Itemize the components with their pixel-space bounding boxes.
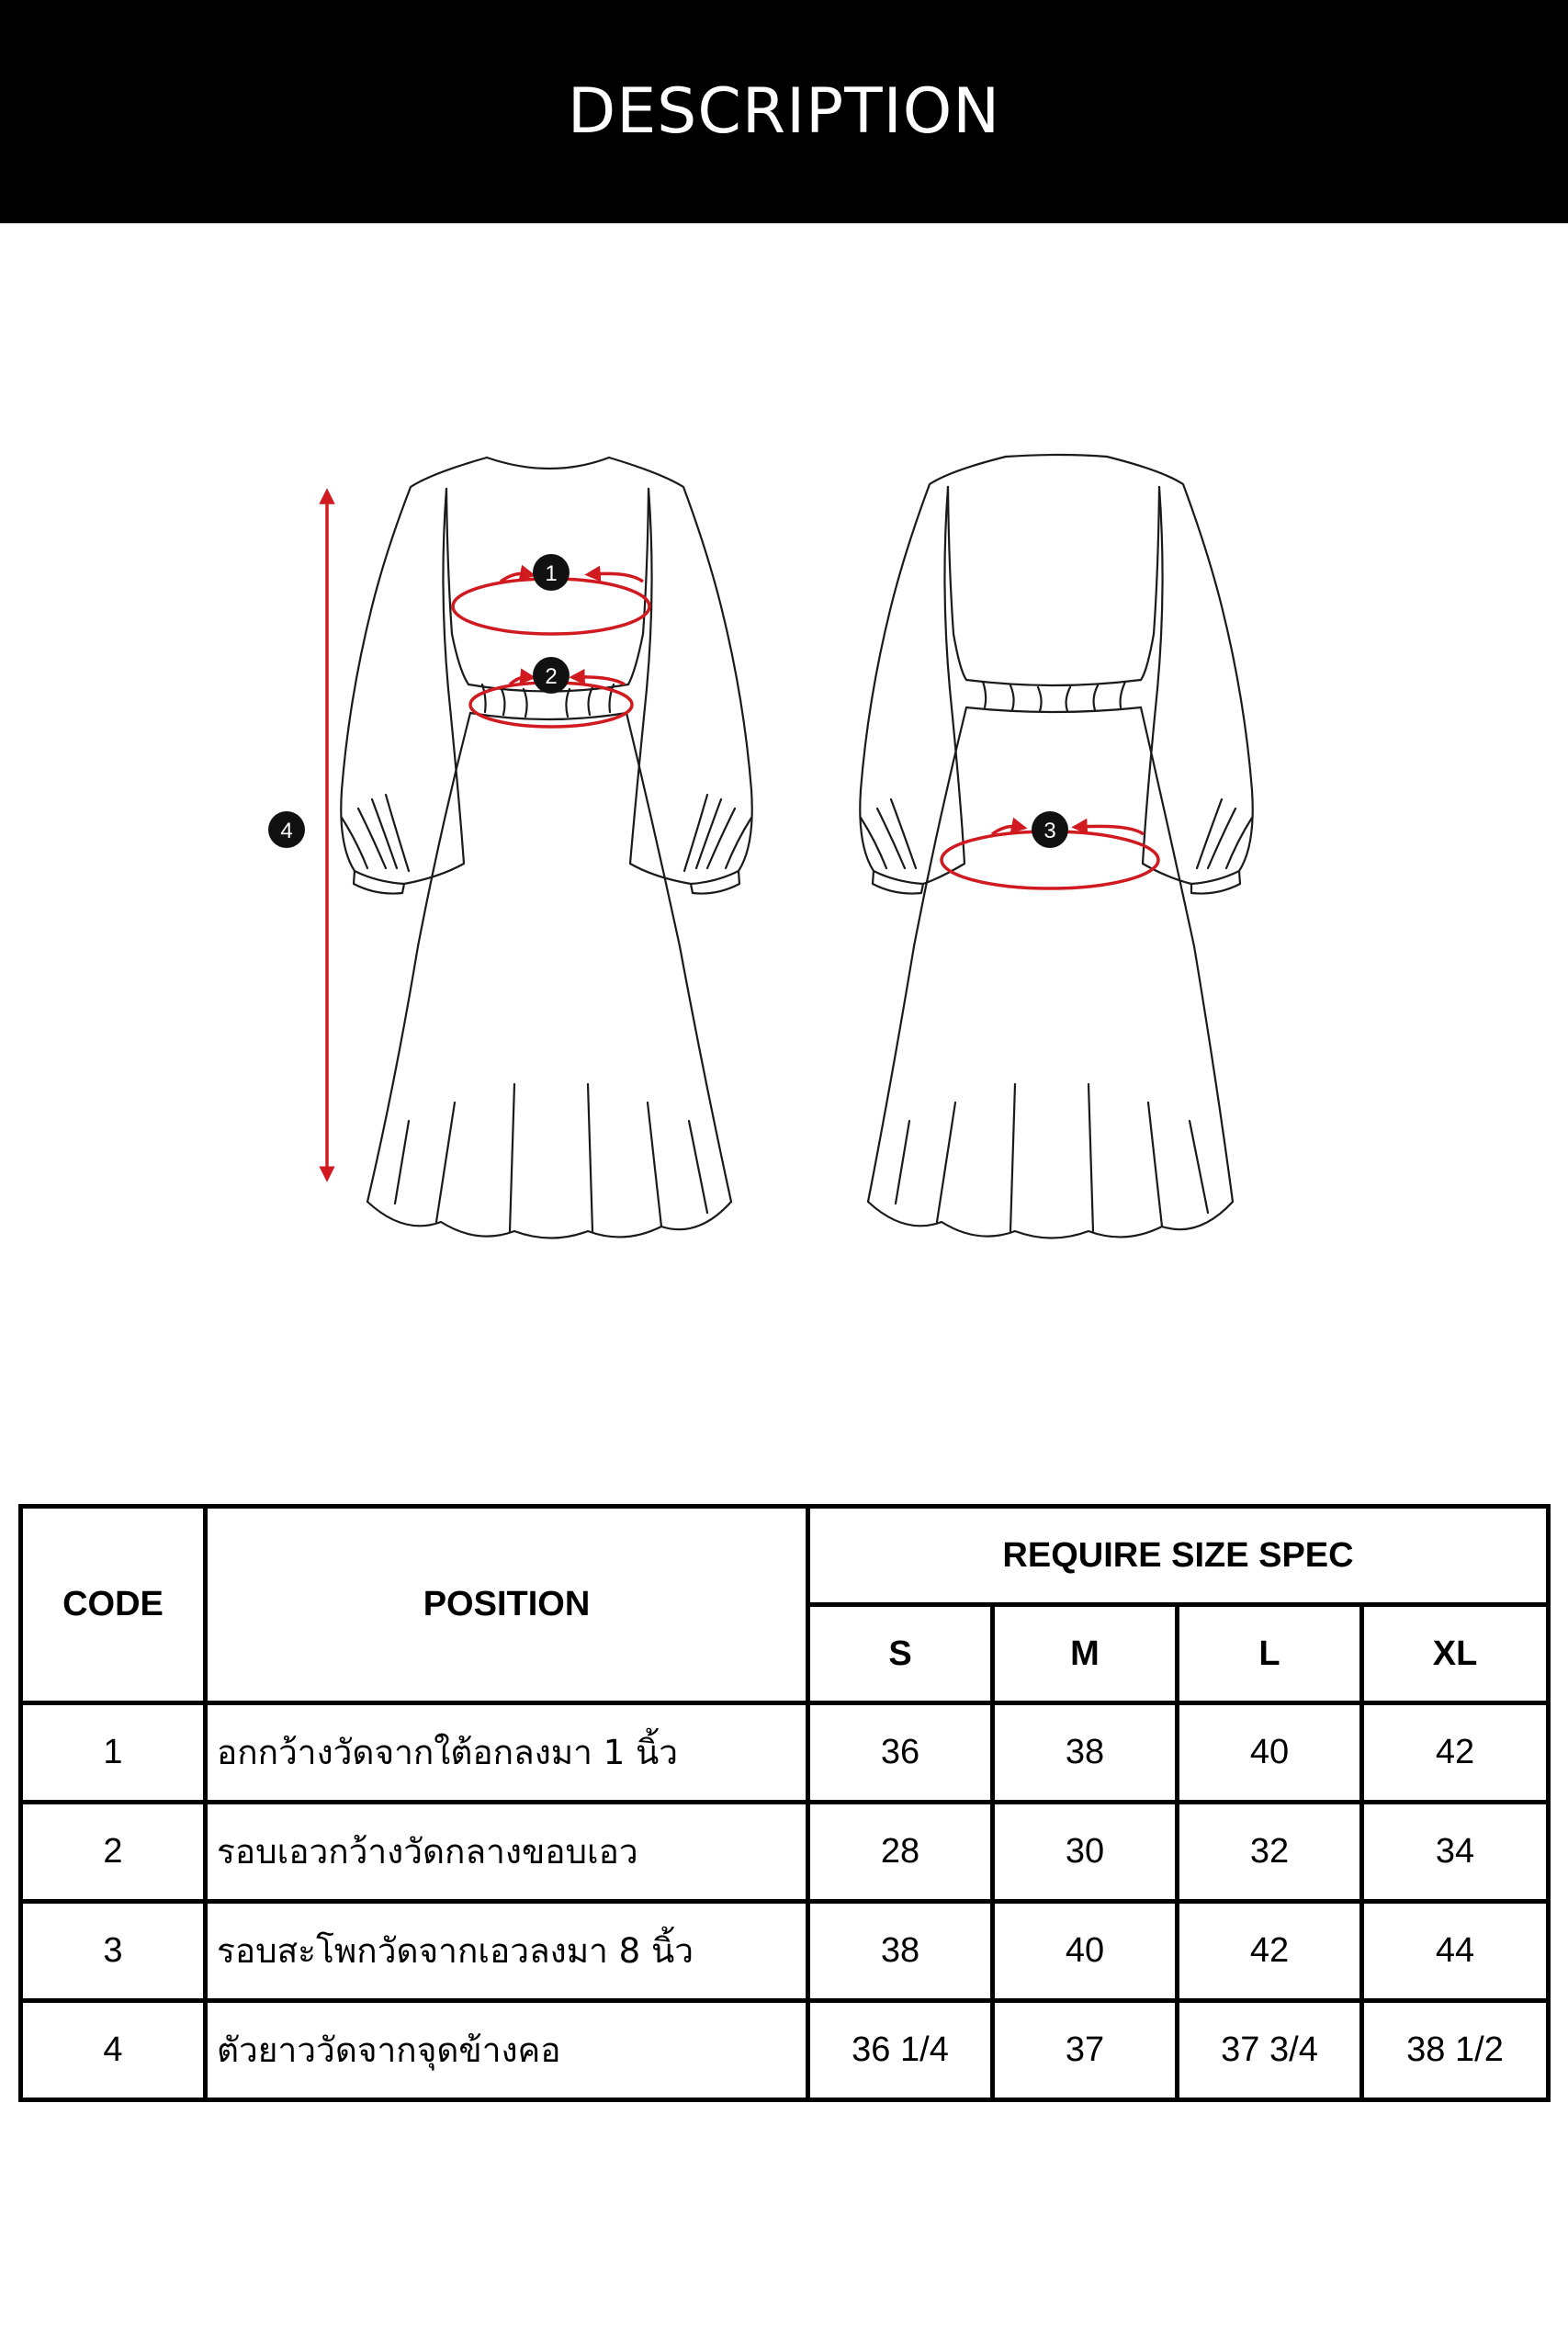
row-value: 37 bbox=[993, 2001, 1178, 2100]
header-size-xl: XL bbox=[1362, 1605, 1549, 1703]
row-value: 40 bbox=[993, 1902, 1178, 2001]
row-position: รอบเอวกว้างวัดกลางขอบเอว bbox=[206, 1803, 808, 1902]
marker-4 bbox=[268, 811, 305, 848]
marker-3 bbox=[1032, 811, 1068, 848]
header-size-s: S bbox=[808, 1605, 993, 1703]
table-row bbox=[21, 2001, 1549, 2100]
row-value: 32 bbox=[1178, 1803, 1362, 1902]
svg-text:1: 1 bbox=[545, 561, 558, 586]
header-bar bbox=[0, 0, 1568, 223]
row-value: 36 bbox=[808, 1703, 993, 1803]
row-code: 2 bbox=[21, 1803, 206, 1902]
row-value: 44 bbox=[1362, 1902, 1549, 2001]
row-value: 38 bbox=[993, 1703, 1178, 1803]
table-row bbox=[21, 1902, 1549, 2001]
marker-1 bbox=[533, 554, 570, 591]
svg-text:4: 4 bbox=[280, 819, 293, 843]
row-position: รอบสะโพกวัดจากเอวลงมา 8 นิ้ว bbox=[206, 1902, 808, 2001]
header-size-m: M bbox=[993, 1605, 1178, 1703]
row-code: 1 bbox=[21, 1703, 206, 1803]
row-value: 34 bbox=[1362, 1803, 1549, 1902]
row-code: 3 bbox=[21, 1902, 206, 2001]
size-spec-table bbox=[18, 1504, 1551, 2102]
row-value: 30 bbox=[993, 1803, 1178, 1902]
row-value: 38 1/2 bbox=[1362, 2001, 1549, 2100]
row-code: 4 bbox=[21, 2001, 206, 2100]
marker-2 bbox=[533, 657, 570, 694]
row-position: ตัวยาววัดจากจุดข้างคอ bbox=[206, 2001, 808, 2100]
header-position: POSITION bbox=[206, 1507, 808, 1703]
dress-measurement-diagram bbox=[0, 223, 1568, 1491]
header-size-l: L bbox=[1178, 1605, 1362, 1703]
row-value: 36 1/4 bbox=[808, 2001, 993, 2100]
table-row bbox=[21, 1703, 1549, 1803]
row-position: อกกว้างวัดจากใต้อกลงมา 1 นิ้ว bbox=[206, 1703, 808, 1803]
svg-text:2: 2 bbox=[545, 664, 558, 689]
svg-text:3: 3 bbox=[1043, 819, 1056, 843]
row-value: 42 bbox=[1362, 1703, 1549, 1803]
table-row bbox=[21, 1803, 1549, 1902]
header-code: CODE bbox=[21, 1507, 206, 1703]
row-value: 42 bbox=[1178, 1902, 1362, 2001]
row-value: 40 bbox=[1178, 1703, 1362, 1803]
row-value: 38 bbox=[808, 1902, 993, 2001]
row-value: 28 bbox=[808, 1803, 993, 1902]
page-title: DESCRIPTION bbox=[567, 75, 1001, 148]
header-spec: REQUIRE SIZE SPEC bbox=[808, 1507, 1549, 1605]
row-value: 37 3/4 bbox=[1178, 2001, 1362, 2100]
